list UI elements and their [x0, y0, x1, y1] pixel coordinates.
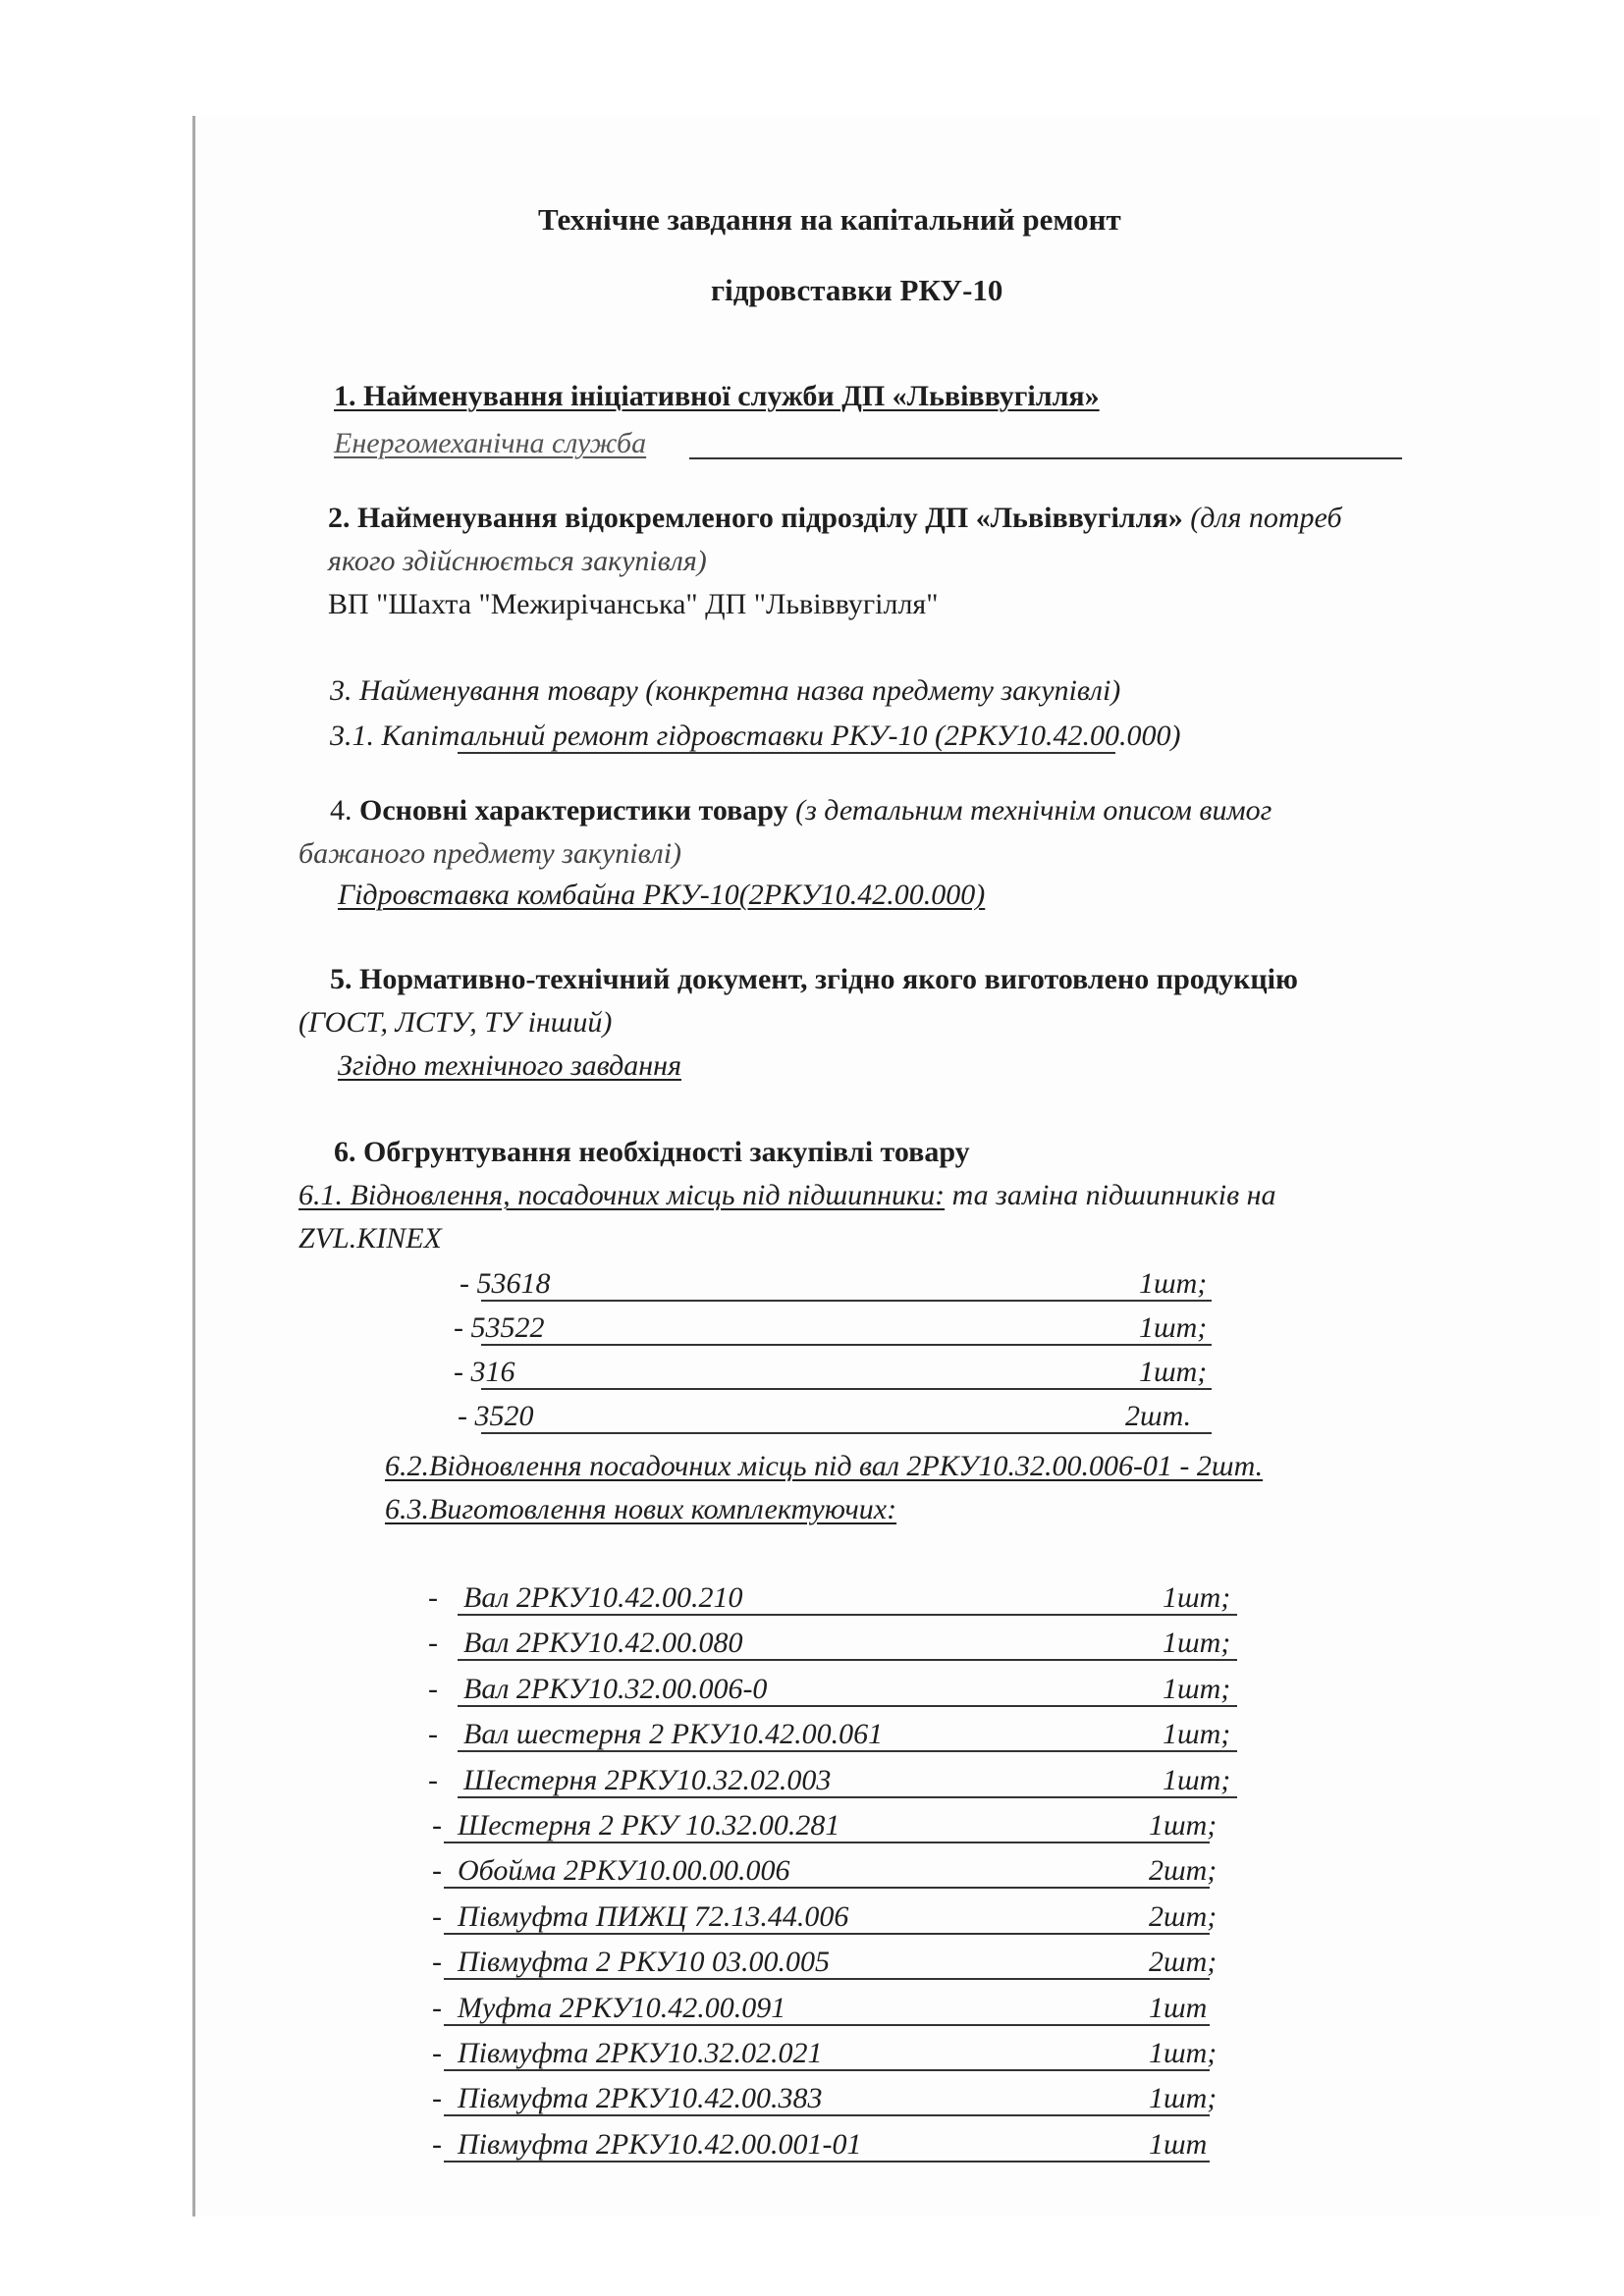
part-qty: 1шт — [1149, 1992, 1208, 2024]
part-underline — [444, 1933, 1210, 1935]
part-underline — [458, 1614, 1237, 1616]
part-name: Півмуфта 2РКУ10.42.00.383 — [458, 2082, 823, 2114]
section-2-heading-row — [328, 501, 1342, 536]
section-1-underline — [689, 457, 1402, 459]
part-underline — [444, 2024, 1210, 2026]
part-name: Шестерня 2 РКУ 10.32.00.281 — [458, 1809, 840, 1842]
part-qty: 2шт; — [1149, 1946, 1218, 1978]
section-6-3: 6.3.Виготовлення нових комплектуючих: — [385, 1493, 897, 1525]
part-qty: 1шт; — [1163, 1764, 1231, 1796]
bearing-name — [460, 1266, 551, 1302]
part-name: Півмуфта 2 РКУ10 03.00.005 — [458, 1946, 830, 1978]
document-title-line1: Технічне завдання на капітальний ремонт — [538, 202, 1121, 237]
part-underline — [458, 1659, 1237, 1661]
section-6-1-text: 6.1. Відновлення, посадочних місць під підшипники: — [298, 1179, 946, 1211]
section-4-value: Гідровставка комбайна РКУ-10(2РКУ10.42.00.000) — [338, 879, 986, 911]
part-name: Вал 2РКУ10.32.00.006-0 — [463, 1673, 768, 1705]
part-qty: 1шт; — [1149, 1809, 1218, 1842]
part-qty: 1шт; — [1149, 2082, 1218, 2114]
part-underline — [444, 2069, 1210, 2071]
bearing-qty: 1шт; — [1139, 1356, 1208, 1388]
section-6-1-brand: ZVL.KINEX — [298, 1222, 442, 1255]
bearing-underline — [481, 1344, 1212, 1346]
part-qty: 1шт — [1149, 2128, 1208, 2161]
section-2-value: ВП "Шахта "Межирічанська" ДП "Львіввугілля" — [328, 588, 939, 620]
section-6-1-text-cont: та заміна підшипників на — [951, 1179, 1276, 1211]
part-name: Вал 2РКУ10.42.00.080 — [463, 1627, 743, 1659]
bearing-name — [454, 1310, 545, 1346]
part-underline — [458, 1705, 1237, 1707]
part-qty: 1шт; — [1149, 2037, 1218, 2069]
part-name: Шестерня 2РКУ10.32.02.003 — [463, 1764, 832, 1796]
bearing-qty: 1шт; — [1139, 1311, 1208, 1344]
section-1-value: Енергомеханічна служба — [334, 427, 647, 459]
part-dash: - — [428, 1627, 438, 1659]
section-5-note: (ГОСТ, ЛСТУ, ТУ інший) — [298, 1006, 613, 1039]
part-dash: - — [432, 1900, 442, 1933]
bearing-code: 53618 — [476, 1267, 551, 1300]
bearing-code: 53522 — [470, 1311, 545, 1344]
section-5-heading: 5. Нормативно-технічний документ, згідно якого виготовлено продукцію — [330, 963, 1298, 995]
part-underline — [458, 1796, 1237, 1798]
part-name: Муфта 2РКУ10.42.00.091 — [458, 1992, 786, 2024]
bearing-dash: - — [460, 1267, 477, 1300]
part-name: Півмуфта 2РКУ10.32.02.021 — [458, 2037, 823, 2069]
part-qty: 2шт; — [1149, 1900, 1218, 1933]
section-4-heading: Основні характеристики товару — [359, 794, 788, 827]
bearing-underline — [481, 1432, 1212, 1434]
part-qty: 1шт; — [1163, 1581, 1231, 1614]
bearing-dash: - — [458, 1400, 475, 1432]
part-dash: - — [432, 1854, 442, 1887]
section-2-note: (для потреб — [1190, 502, 1342, 534]
part-qty: 1шт; — [1163, 1673, 1231, 1705]
section-2-note-line2: якого здійснюється закупівля) — [328, 545, 707, 577]
part-dash: - — [432, 2128, 442, 2161]
part-dash: - — [432, 2082, 442, 2114]
section-6-heading: 6. Обгрунтування необхідності закупівлі товару — [334, 1136, 970, 1168]
bearing-name — [454, 1355, 515, 1390]
part-underline — [444, 1887, 1210, 1889]
bearing-name — [458, 1399, 534, 1434]
part-dash: - — [432, 1809, 442, 1842]
part-underline — [444, 2114, 1210, 2116]
section-1-heading: 1. Найменування ініціативної служби ДП «Львіввугілля» — [334, 380, 1100, 412]
part-name: Вал 2РКУ10.42.00.210 — [463, 1581, 743, 1614]
part-qty: 1шт; — [1163, 1718, 1231, 1750]
section-6-2: 6.2.Відновлення посадочних місць під вал 2РКУ10.32.00.006-01 - 2шт. — [385, 1450, 1264, 1482]
section-2-heading: 2. Найменування відокремленого підрозділу ДП «Львіввугілля» — [328, 502, 1183, 534]
part-name: Півмуфта 2РКУ10.42.00.001-01 — [458, 2128, 862, 2161]
bearing-underline — [481, 1300, 1212, 1302]
part-name: Вал шестерня 2 РКУ10.42.00.061 — [463, 1718, 884, 1750]
section-3-value: 3.1. Капітальний ремонт гідровставки РКУ-10 (2РКУ10.42.00.000) — [330, 720, 1181, 752]
part-underline — [444, 2161, 1210, 2163]
section-4-note-line2: бажаного предмету закупівлі) — [298, 837, 682, 870]
part-dash: - — [428, 1718, 438, 1750]
bearing-dash: - — [454, 1311, 471, 1344]
section-4-note: (з детальним технічнім описом вимог — [795, 794, 1272, 827]
part-dash: - — [428, 1673, 438, 1705]
part-qty: 1шт; — [1163, 1627, 1231, 1659]
part-dash: - — [432, 1946, 442, 1978]
part-name: Обойма 2РКУ10.00.00.006 — [458, 1854, 790, 1887]
bearing-code: 316 — [470, 1356, 515, 1388]
bearing-qty: 2шт. — [1125, 1400, 1192, 1432]
part-underline — [458, 1750, 1237, 1752]
bearing-dash: - — [454, 1356, 471, 1388]
section-4-heading-row — [330, 793, 1272, 828]
part-underline — [444, 1842, 1210, 1843]
section-3-underline — [458, 752, 1115, 754]
bearing-code: 3520 — [474, 1400, 534, 1432]
section-4-number: 4. — [330, 794, 352, 827]
part-dash: - — [428, 1581, 438, 1614]
part-dash: - — [428, 1764, 438, 1796]
document-title-line2: гідровставки РКУ-10 — [711, 273, 1003, 307]
part-name: Півмуфта ПИЖЦ 72.13.44.006 — [458, 1900, 849, 1933]
bearing-underline — [481, 1388, 1212, 1390]
part-dash: - — [432, 1992, 442, 2024]
part-dash: - — [432, 2037, 442, 2069]
bearing-qty: 1шт; — [1139, 1267, 1208, 1300]
part-underline — [444, 1978, 1210, 1980]
part-qty: 2шт; — [1149, 1854, 1218, 1887]
section-3-heading: 3. Найменування товару (конкретна назва предмету закупівлі) — [330, 674, 1121, 707]
section-6-1-row — [298, 1178, 1276, 1213]
section-5-value: Згідно технічного завдання — [338, 1049, 682, 1082]
